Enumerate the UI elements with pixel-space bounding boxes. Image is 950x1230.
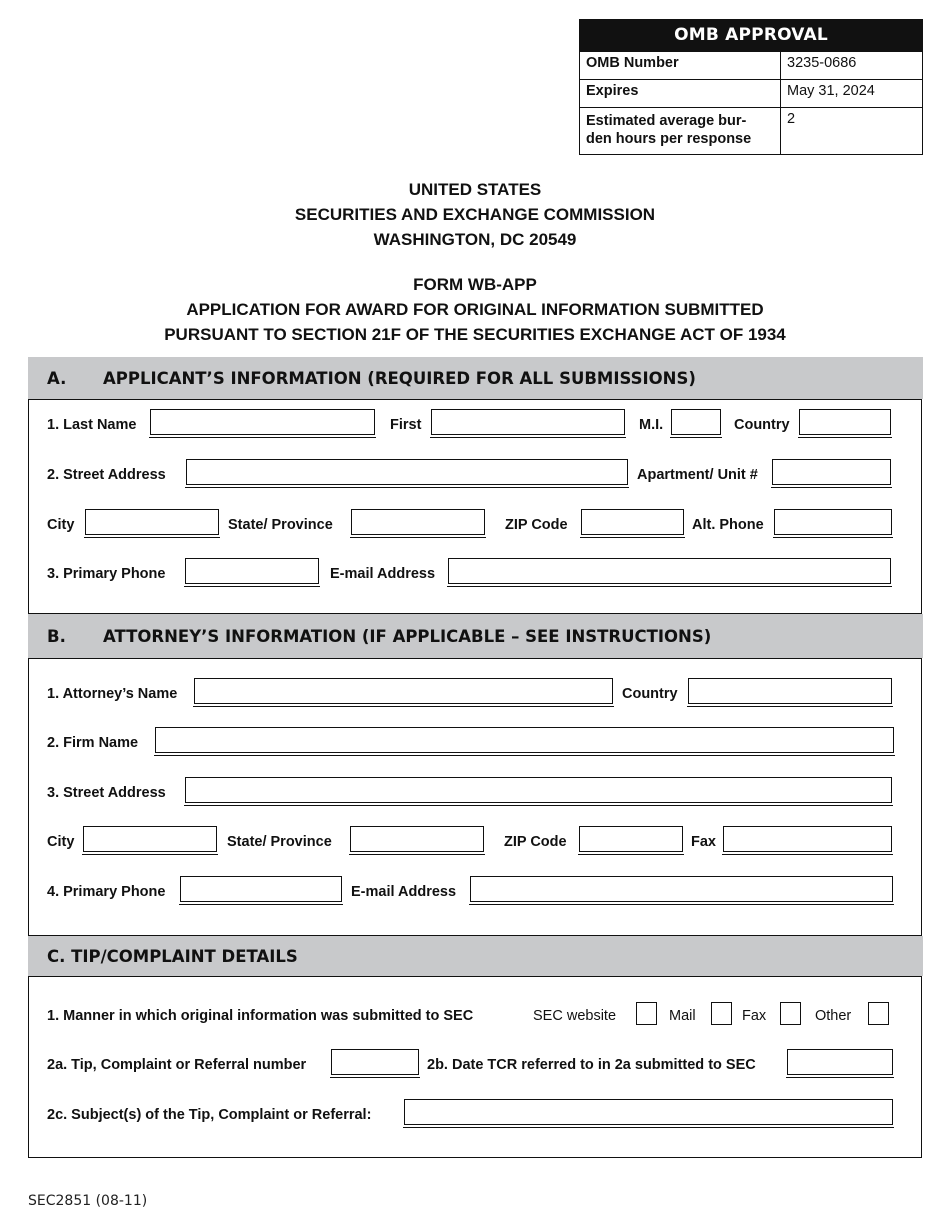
- row-c-tcr: [47, 1046, 923, 1076]
- section-b-header: [28, 614, 923, 658]
- tcr-number-label: 2a. Tip, Complaint or Referral number: [47, 1057, 307, 1073]
- mail-label: Mail: [669, 1008, 696, 1024]
- primary-phone-input[interactable]: [185, 558, 319, 584]
- attorney-email-label: E-mail Address: [351, 884, 457, 900]
- agency-heading: [0, 177, 950, 252]
- attorney-name-input[interactable]: [194, 678, 613, 704]
- section-a-letter: A.: [47, 368, 67, 388]
- form-title-1: APPLICATION FOR AWARD FOR ORIGINAL INFORMATION SUBMITTED: [186, 300, 764, 319]
- row-a-city: [47, 506, 923, 536]
- row-c-subjects: [47, 1096, 923, 1126]
- subjects-input[interactable]: [404, 1099, 893, 1125]
- row-a-name: [47, 406, 923, 436]
- row-a-street: [47, 456, 923, 486]
- form-title-2: PURSUANT TO SECTION 21F OF THE SECURITIES EXCHANGE ACT OF 1934: [164, 325, 786, 344]
- other-label: Other: [815, 1008, 852, 1024]
- omb-header: OMB APPROVAL: [580, 20, 922, 51]
- attorney-city-input[interactable]: [83, 826, 217, 852]
- attorney-phone-label: 4. Primary Phone: [47, 884, 166, 900]
- omb-burden-label: Estimated average bur- den hours per response: [580, 108, 781, 154]
- country-label: Country: [734, 417, 790, 433]
- attorney-state-label: State/ Province: [227, 834, 332, 850]
- city-label: City: [47, 517, 75, 533]
- sec-website-checkbox[interactable]: [636, 1002, 657, 1025]
- omb-row-burden: [580, 107, 922, 154]
- city-input[interactable]: [85, 509, 219, 535]
- attorney-state-input[interactable]: [350, 826, 484, 852]
- attorney-phone-input[interactable]: [180, 876, 342, 902]
- row-a-phone: [47, 555, 923, 585]
- attorney-city-label: City: [47, 834, 75, 850]
- omb-row-expires: [580, 79, 922, 107]
- state-label: State/ Province: [228, 517, 333, 533]
- manner-label: 1. Manner in which original information was submitted to SEC: [47, 1008, 474, 1024]
- fax-label: Fax: [691, 834, 716, 850]
- attorney-email-input[interactable]: [470, 876, 893, 902]
- form-heading: [0, 272, 950, 347]
- state-input[interactable]: [351, 509, 485, 535]
- tcr-number-input[interactable]: [331, 1049, 419, 1075]
- sec-website-label: SEC website: [533, 1008, 617, 1024]
- attorney-street-label: 3. Street Address: [47, 785, 166, 801]
- section-a-header: [28, 357, 923, 399]
- row-c-manner: [47, 997, 923, 1027]
- form-number-footer: SEC2851 (08-11): [28, 1193, 148, 1209]
- alt-phone-input[interactable]: [774, 509, 892, 535]
- omb-burden-value: 2: [787, 111, 796, 127]
- mi-label: M.I.: [639, 417, 664, 433]
- mail-checkbox[interactable]: [711, 1002, 732, 1025]
- email-input[interactable]: [448, 558, 891, 584]
- row-b-firm: [47, 724, 923, 754]
- email-label: E-mail Address: [330, 566, 436, 582]
- agency-line-2: SECURITIES AND EXCHANGE COMMISSION: [294, 205, 656, 224]
- first-name-input[interactable]: [431, 409, 625, 435]
- firm-name-input[interactable]: [155, 727, 894, 753]
- fax-checkbox[interactable]: [780, 1002, 801, 1025]
- section-c-title: C. TIP/COMPLAINT DETAILS: [47, 946, 298, 966]
- omb-row-number: [580, 51, 922, 79]
- zip-label: ZIP Code: [505, 517, 568, 533]
- section-b-title: ATTORNEY’S INFORMATION (IF APPLICABLE – SEE INSTRUCTIONS): [103, 626, 712, 646]
- row-b-phone: [47, 873, 923, 903]
- mi-input[interactable]: [671, 409, 721, 435]
- last-name-input[interactable]: [150, 409, 375, 435]
- attorney-country-label: Country: [622, 686, 678, 702]
- form-name: FORM WB-APP: [413, 275, 537, 294]
- section-a-title: APPLICANT’S INFORMATION (REQUIRED FOR ALL SUBMISSIONS): [103, 368, 696, 388]
- subjects-label: 2c. Subject(s) of the Tip, Complaint or Referral:: [47, 1107, 372, 1123]
- fax-input[interactable]: [723, 826, 892, 852]
- row-b-city: [47, 823, 923, 853]
- primary-phone-label: 3. Primary Phone: [47, 566, 166, 582]
- apartment-label: Apartment/ Unit #: [637, 467, 758, 483]
- agency-line-3: WASHINGTON, DC 20549: [373, 230, 577, 249]
- section-c-header: [28, 936, 923, 976]
- apartment-input[interactable]: [772, 459, 891, 485]
- firm-name-label: 2. Firm Name: [47, 735, 139, 751]
- alt-phone-label: Alt. Phone: [692, 517, 764, 533]
- attorney-street-input[interactable]: [185, 777, 892, 803]
- street-address-label: 2. Street Address: [47, 467, 166, 483]
- section-b-letter: B.: [47, 626, 66, 646]
- other-checkbox[interactable]: [868, 1002, 889, 1025]
- omb-number-label: OMB Number: [580, 52, 781, 79]
- omb-expires-value: May 31, 2024: [787, 83, 875, 99]
- attorney-country-input[interactable]: [688, 678, 892, 704]
- tcr-date-input[interactable]: [787, 1049, 893, 1075]
- attorney-zip-input[interactable]: [579, 826, 683, 852]
- omb-expires-label: Expires: [580, 80, 781, 107]
- attorney-zip-label: ZIP Code: [504, 834, 567, 850]
- last-name-label: 1. Last Name: [47, 417, 137, 433]
- first-name-label: First: [390, 417, 422, 433]
- omb-approval-table: [579, 19, 923, 155]
- tcr-date-label: 2b. Date TCR referred to in 2a submitted to SEC: [427, 1057, 756, 1073]
- row-b-street: [47, 774, 923, 804]
- fax-option-label: Fax: [742, 1008, 767, 1024]
- omb-number-value: 3235-0686: [787, 55, 857, 71]
- country-input[interactable]: [799, 409, 891, 435]
- row-b-name: [47, 675, 923, 705]
- street-address-input[interactable]: [186, 459, 628, 485]
- agency-line-1: UNITED STATES: [408, 180, 542, 199]
- zip-input[interactable]: [581, 509, 684, 535]
- attorney-name-label: 1. Attorney’s Name: [47, 686, 178, 702]
